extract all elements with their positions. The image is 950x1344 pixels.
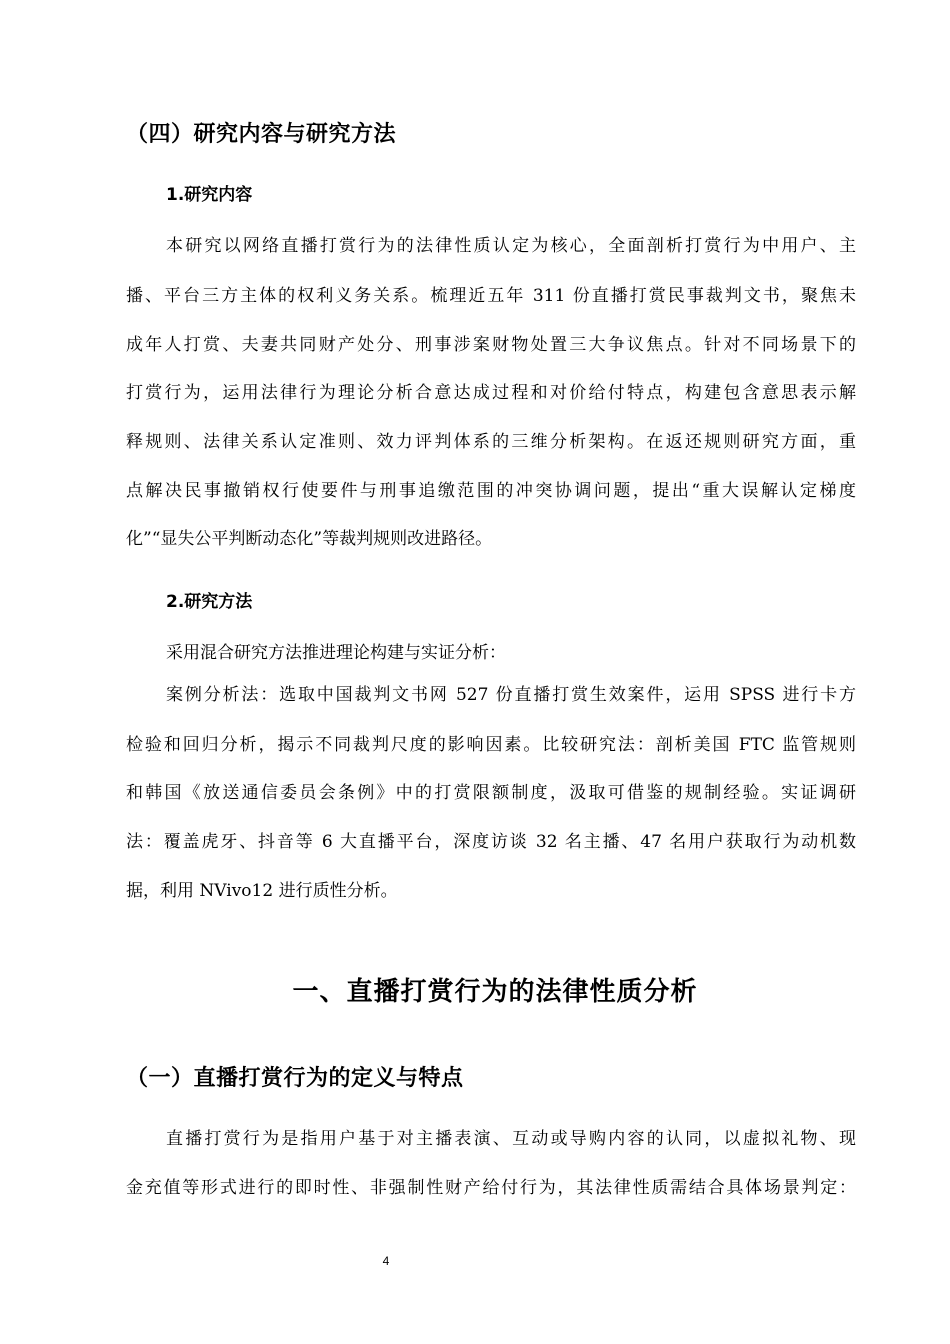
section-heading-definition-and-characteristics: （一）直播打赏行为的定义与特点 bbox=[126, 1066, 464, 1091]
page-number: 4 bbox=[382, 1254, 390, 1268]
paragraph-line: 直播打赏行为是指用户基于对主播表演、互动或导购内容的认同，以虚拟礼物、现 bbox=[166, 1129, 856, 1149]
paragraph-line: 和韩国《放送通信委员会条例》中的打赏限额制度，汲取可借鉴的规制经验。实证调研 bbox=[126, 783, 856, 803]
paragraph-line: 点解决民事撤销权行使要件与刑事追缴范围的冲突协调问题，提出“重大误解认定梯度 bbox=[126, 481, 856, 501]
section-heading-research-content-and-methods: （四）研究内容与研究方法 bbox=[126, 122, 397, 147]
paragraph-line: 法：覆盖虎牙、抖音等 6 大直播平台，深度访谈 32 名主播、47 名用户获取行为动机数 bbox=[126, 832, 856, 852]
paragraph-line: 案例分析法：选取中国裁判文书网 527 份直播打赏生效案件，运用 SPSS 进行卡方 bbox=[166, 685, 856, 705]
subheading-research-methods: 2.研究方法 bbox=[166, 592, 253, 612]
paragraph-line: 本研究以网络直播打赏行为的法律性质认定为核心，全面剖析打赏行为中用户、主 bbox=[166, 236, 856, 256]
paragraph-line: 化”“显失公平判断动态化”等裁判规则改进路径。 bbox=[126, 529, 493, 549]
paragraph-line: 金充值等形式进行的即时性、非强制性财产给付行为，其法律性质需结合具体场景判定： bbox=[126, 1178, 856, 1198]
subheading-research-content: 1.研究内容 bbox=[166, 185, 253, 205]
paragraph-line: 播、平台三方主体的权利义务关系。梳理近五年 311 份直播打赏民事裁判文书，聚焦未 bbox=[126, 286, 856, 306]
paragraph-line: 检验和回归分析，揭示不同裁判尺度的影响因素。比较研究法：剖析美国 FTC 监管规则 bbox=[126, 735, 856, 755]
paragraph-line: 释规则、法律关系认定准则、效力评判体系的三维分析架构。在返还规则研究方面，重 bbox=[126, 432, 856, 452]
paragraph-line: 成年人打赏、夫妻共同财产处分、刑事涉案财物处置三大争议焦点。针对不同场景下的 bbox=[126, 335, 856, 355]
paragraph-line: 打赏行为，运用法律行为理论分析合意达成过程和对价给付特点，构建包含意思表示解 bbox=[126, 383, 856, 403]
paragraph-line: 据，利用 NVivo12 进行质性分析。 bbox=[126, 881, 398, 901]
paragraph-line: 采用混合研究方法推进理论构建与实证分析： bbox=[166, 643, 506, 663]
chapter-heading: 一、直播打赏行为的法律性质分析 bbox=[292, 977, 698, 1007]
